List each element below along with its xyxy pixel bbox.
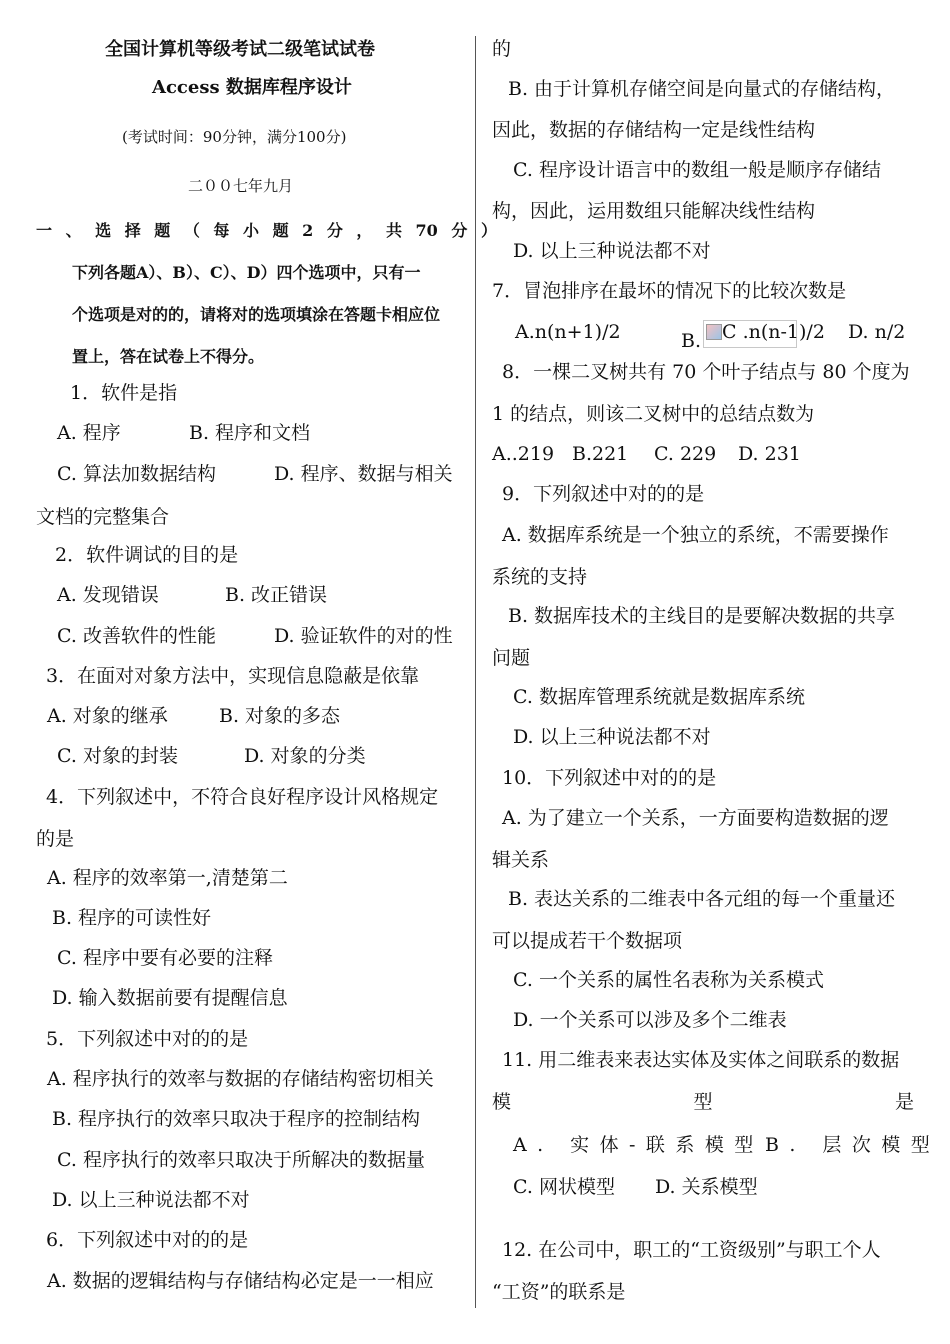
answer-option-continued: 因此，数据的存储结构一定是线性结构 xyxy=(492,119,816,141)
question-text: 4．下列叙述中，不符合良好程序设计风格规定 xyxy=(46,786,439,808)
answer-option: D. 验证软件的对的性 xyxy=(274,625,453,647)
answer-option: A. 为了建立一个关系，一方面要构造数据的逻 xyxy=(502,807,889,829)
answer-option: C .n(n-1)/2 xyxy=(722,321,825,343)
answer-option: C. 对象的封装 xyxy=(57,745,178,767)
answer-option: B. 层次模型 xyxy=(765,1134,941,1156)
answer-option-continued: 可以提成若干个数据项 xyxy=(492,930,683,952)
exam-date: 二００七年九月 xyxy=(188,177,294,195)
answer-option: A. 发现错误 xyxy=(57,584,159,606)
answer-option-continued: 构，因此，运用数组只能解决线性结构 xyxy=(492,200,816,222)
answer-option: A. 程序执行的效率与数据的存储结构密切相关 xyxy=(47,1068,434,1090)
answer-option: A. 数据的逻辑结构与存储结构必定是一一相应 xyxy=(47,1270,434,1292)
answer-option-continued: 问题 xyxy=(492,647,531,669)
answer-option: D. 程序、数据与相关 xyxy=(274,463,453,485)
question-text: 1．软件是指 xyxy=(70,382,178,404)
answer-option: D. 231 xyxy=(738,443,801,465)
answer-option: C. 数据库管理系统就是数据库系统 xyxy=(513,686,805,708)
instructions-line: 置上，答在试卷上不得分。 xyxy=(72,347,265,366)
image-placeholder-icon xyxy=(706,324,722,340)
answer-option: D. 一个关系可以涉及多个二维表 xyxy=(513,1009,787,1031)
answer-option: D. 关系模型 xyxy=(655,1176,758,1198)
answer-option: B. 改正错误 xyxy=(225,584,328,606)
answer-option: A. 数据库系统是一个独立的系统，不需要操作 xyxy=(502,524,889,546)
question-text: 2．软件调试的目的是 xyxy=(55,544,239,566)
answer-option: B. 由于计算机存储空间是向量式的存储结构， xyxy=(508,78,896,100)
answer-option: C. 程序中要有必要的注释 xyxy=(57,947,273,969)
answer-option-continued: 辑关系 xyxy=(492,849,550,871)
question-text: 11. 用二维表来表达实体及实体之间联系的数据 xyxy=(502,1049,900,1071)
section-heading: 一 、 选 择 题 （ 每 小 题 2 分 ， 共 70 分 ） xyxy=(36,221,497,240)
answer-option: D. n/2 xyxy=(848,321,906,343)
exam-time-note: (考试时间：90分钟，满分100分) xyxy=(122,128,347,146)
question-text-continued: 的是 xyxy=(36,828,75,850)
answer-option: A.n(n+1)/2 xyxy=(515,321,621,343)
answer-option: B. xyxy=(681,330,702,352)
answer-option: B. 表达关系的二维表中各元组的每一个重量还 xyxy=(508,888,896,910)
answer-option: B. 程序和文档 xyxy=(189,422,311,444)
justified-word: 型 xyxy=(693,1091,713,1113)
answer-option: C. 算法加数据结构 xyxy=(57,463,216,485)
answer-option: D. 以上三种说法都不对 xyxy=(513,240,711,262)
question-text: 6．下列叙述中对的的是 xyxy=(46,1229,249,1251)
answer-option: A. 实体-联系模型 xyxy=(513,1134,764,1156)
answer-option: B. 数据库技术的主线目的是要解决数据的共享 xyxy=(508,605,896,627)
question-text: 5．下列叙述中对的的是 xyxy=(46,1028,249,1050)
answer-option-continued: 系统的支持 xyxy=(492,566,588,588)
answer-option: B. 程序的可读性好 xyxy=(52,907,212,929)
answer-option: B. 对象的多态 xyxy=(219,705,341,727)
justified-word: 是 xyxy=(894,1091,914,1113)
answer-option: A. 对象的继承 xyxy=(47,705,168,727)
answer-option: C. 程序执行的效率只取决于所解决的数据量 xyxy=(57,1149,425,1171)
question-text: 8．一棵二叉树共有 70 个叶子结点与 80 个度为 xyxy=(502,361,910,383)
question-text: 12. 在公司中，职工的“工资级别”与职工个人 xyxy=(502,1239,881,1261)
question-text-justified xyxy=(492,1090,914,1114)
justified-word: 模 xyxy=(492,1091,512,1113)
question-text: 9．下列叙述中对的的是 xyxy=(502,483,705,505)
answer-option: C. 改善软件的性能 xyxy=(57,625,216,647)
question-text-continued: 1 的结点，则该二叉树中的总结点数为 xyxy=(492,403,815,425)
answer-option-continued: 文档的完整集合 xyxy=(36,506,170,528)
instructions-line: 个选项是对的的，请将对的选项填涂在答题卡相应位 xyxy=(72,305,441,324)
answer-option-continued: 的 xyxy=(492,38,512,60)
answer-option: D. 输入数据前要有提醒信息 xyxy=(52,987,288,1009)
question-text: 3．在面对对象方法中，实现信息隐蔽是依靠 xyxy=(46,665,420,687)
answer-option: C. 229 xyxy=(654,443,717,465)
answer-option: B.221 xyxy=(572,443,629,465)
answer-option: D. 以上三种说法都不对 xyxy=(52,1189,250,1211)
answer-option: B. 程序执行的效率只取决于程序的控制结构 xyxy=(52,1108,421,1130)
answer-option: C. 一个关系的属性名表称为关系模式 xyxy=(513,969,824,991)
answer-option: C. 网状模型 xyxy=(513,1176,615,1198)
answer-option: D. 对象的分类 xyxy=(244,745,366,767)
answer-option: A. 程序的效率第一,清楚第二 xyxy=(47,867,288,889)
question-text: 7．冒泡排序在最坏的情况下的比较次数是 xyxy=(492,280,847,302)
exam-title: 全国计算机等级考试二级笔试试卷 xyxy=(105,39,375,60)
answer-option: A..219 xyxy=(492,443,555,465)
question-text-continued: “工资”的联系是 xyxy=(492,1281,626,1303)
question-text: 10．下列叙述中对的的是 xyxy=(502,767,717,789)
answer-option: A. 程序 xyxy=(57,422,121,444)
answer-option: C. 程序设计语言中的数组一般是顺序存储结 xyxy=(513,159,881,181)
instructions-line: 下列各题A）、B）、C）、D）四个选项中，只有一 xyxy=(72,263,421,282)
exam-subject: Access 数据库程序设计 xyxy=(152,77,352,98)
answer-option: D. 以上三种说法都不对 xyxy=(513,726,711,748)
